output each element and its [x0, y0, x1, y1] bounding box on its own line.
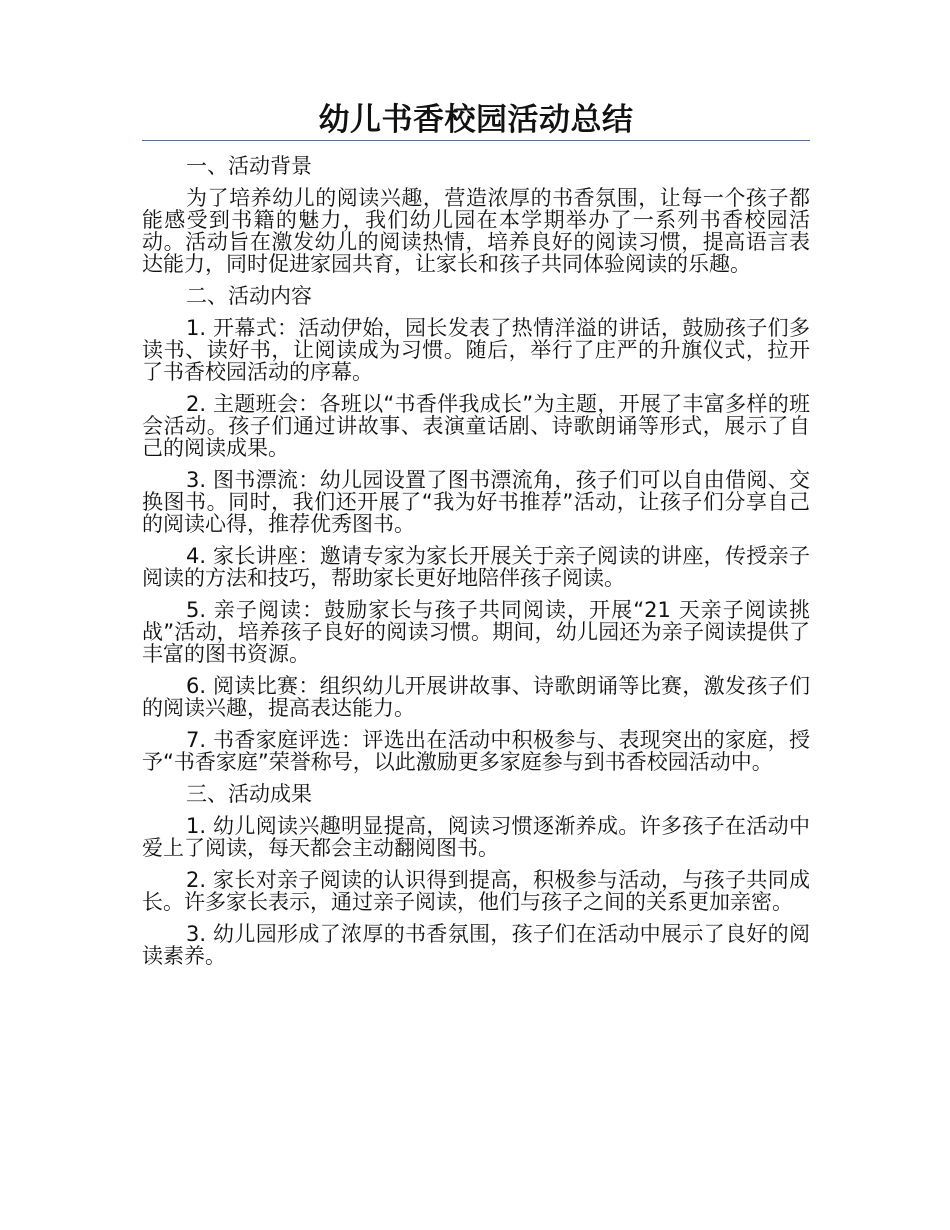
paragraph: 7. 书香家庭评选：评选出在活动中积极参与、表现突出的家庭，授予“书香家庭”荣誉称号，以此激励更多家庭参与到书香校园活动中。: [142, 728, 810, 774]
paragraph: 1. 幼儿阅读兴趣明显提高，阅读习惯逐渐养成。许多孩子在活动中爱上了阅读，每天都会主动翻阅图书。: [142, 814, 810, 860]
paragraph: 6. 阅读比赛：组织幼儿开展讲故事、诗歌朗诵等比赛，激发孩子们的阅读兴趣，提高表达能力。: [142, 674, 810, 720]
document-title: 幼儿书香校园活动总结: [318, 102, 634, 138]
document-page: [142, 100, 810, 977]
section-heading: 三、活动成果: [186, 782, 312, 806]
paragraph: 1. 开幕式：活动伊始，园长发表了热情洋溢的讲话，鼓励孩子们多读书、读好书，让阅读成为习惯。随后，举行了庄严的升旗仪式，拉开了书香校园活动的序幕。: [142, 316, 810, 384]
title-underline: [142, 140, 810, 141]
paragraph: 为了培养幼儿的阅读兴趣，营造浓厚的书香氛围，让每一个孩子都能感受到书籍的魅力，我们幼儿园在本学期举办了一系列书香校园活动。活动旨在激发幼儿的阅读热情，培养良好的阅读习惯，提高语言表达能力，同时促进家园共育，让家长和孩子共同体验阅读的乐趣。: [142, 186, 810, 276]
paragraph: 5. 亲子阅读：鼓励家长与孩子共同阅读，开展“21 天亲子阅读挑战”活动，培养孩子良好的阅读习惯。期间，幼儿园还为亲子阅读提供了丰富的图书资源。: [142, 598, 810, 666]
paragraph: 2. 家长对亲子阅读的认识得到提高，积极参与活动，与孩子共同成长。许多家长表示，通过亲子阅读，他们与孩子之间的关系更加亲密。: [142, 868, 810, 914]
section-results: [142, 783, 810, 967]
section-content: [142, 285, 810, 773]
section-heading: 二、活动内容: [186, 284, 312, 308]
paragraph: 3. 图书漂流：幼儿园设置了图书漂流角，孩子们可以自由借阅、交换图书。同时，我们还开展了“我为好书推荐”活动，让孩子们分享自己的阅读心得，推荐优秀图书。: [142, 468, 810, 536]
paragraph: 3. 幼儿园形成了浓厚的书香氛围，孩子们在活动中展示了良好的阅读素养。: [142, 922, 810, 968]
paragraph: 2. 主题班会：各班以“书香伴我成长”为主题，开展了丰富多样的班会活动。孩子们通过讲故事、表演童话剧、诗歌朗诵等形式，展示了自己的阅读成果。: [142, 392, 810, 460]
section-heading: 一、活动背景: [186, 154, 312, 178]
paragraph: 4. 家长讲座：邀请专家为家长开展关于亲子阅读的讲座，传授亲子阅读的方法和技巧，帮助家长更好地陪伴孩子阅读。: [142, 544, 810, 590]
section-background: [142, 155, 810, 275]
